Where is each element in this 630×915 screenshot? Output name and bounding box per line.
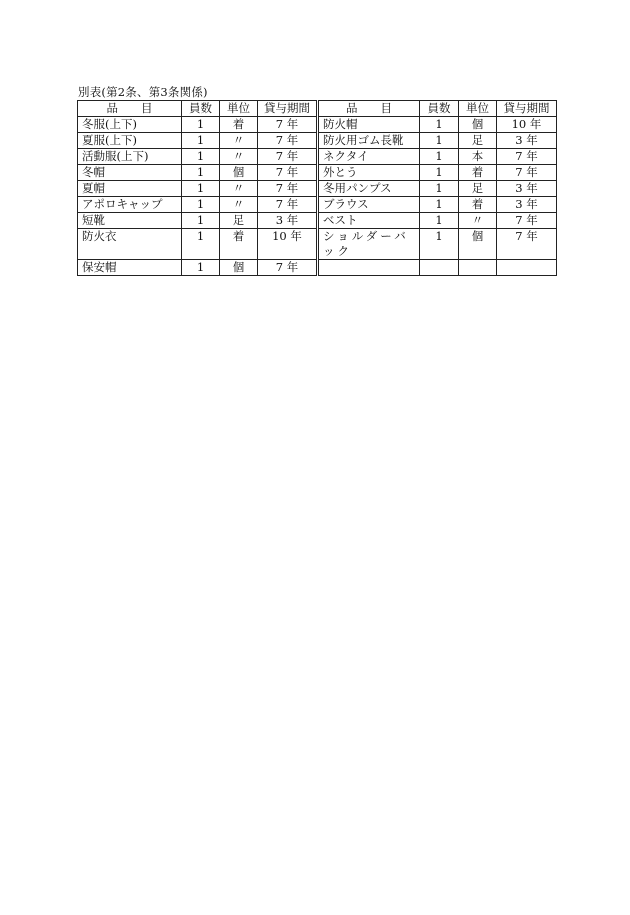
right-count-cell: 1 (420, 117, 459, 133)
left-count-cell: 1 (182, 117, 220, 133)
left-count-cell: 1 (182, 165, 220, 181)
left-count-cell: 1 (182, 181, 220, 197)
table-row (78, 117, 557, 133)
right-period-cell: 3 年 (497, 197, 557, 213)
left-period-cell: 7 年 (258, 165, 318, 181)
right-period-cell: 7 年 (497, 213, 557, 229)
right-count-cell: 1 (420, 133, 459, 149)
left-period-cell: 3 年 (258, 213, 318, 229)
right-unit-cell: 足 (459, 181, 497, 197)
left-unit-cell: 〃 (220, 181, 258, 197)
left-item-cell: 夏服(上下) (78, 133, 182, 149)
table-caption: 別表(第2条、第3条関係) (78, 85, 208, 99)
left-unit-cell: 着 (220, 117, 258, 133)
header-unit-right: 単位 (459, 101, 497, 117)
right-unit-cell: 本 (459, 149, 497, 165)
right-period-cell (497, 260, 557, 276)
right-unit-cell: 個 (459, 117, 497, 133)
right-item-cell: 冬用パンプス (318, 181, 420, 197)
left-unit-cell: 〃 (220, 149, 258, 165)
right-unit-cell (459, 260, 497, 276)
left-item-cell: アポロキャップ (78, 197, 182, 213)
left-count-cell: 1 (182, 133, 220, 149)
table-row (78, 197, 557, 213)
right-unit-cell: 個 (459, 229, 497, 260)
left-item-cell: 短靴 (78, 213, 182, 229)
left-item-cell: 保安帽 (78, 260, 182, 276)
right-unit-cell: 足 (459, 133, 497, 149)
right-period-cell: 7 年 (497, 149, 557, 165)
header-item-right: 品 目 (318, 101, 420, 117)
left-count-cell: 1 (182, 197, 220, 213)
right-item-cell (318, 260, 420, 276)
left-item-cell: 夏帽 (78, 181, 182, 197)
table-body (78, 117, 557, 276)
left-period-cell: 7 年 (258, 260, 318, 276)
right-period-cell: 7 年 (497, 229, 557, 260)
left-period-cell: 7 年 (258, 133, 318, 149)
left-count-cell: 1 (182, 213, 220, 229)
right-item-cell: ベスト (318, 213, 420, 229)
right-count-cell: 1 (420, 229, 459, 260)
header-period-right: 貸与期間 (497, 101, 557, 117)
left-unit-cell: 〃 (220, 197, 258, 213)
left-count-cell: 1 (182, 229, 220, 260)
left-item-cell: 冬帽 (78, 165, 182, 181)
right-unit-cell: 〃 (459, 213, 497, 229)
left-period-cell: 7 年 (258, 149, 318, 165)
left-unit-cell: 着 (220, 229, 258, 260)
header-count-left: 員数 (182, 101, 220, 117)
left-period-cell: 7 年 (258, 117, 318, 133)
right-period-cell: 7 年 (497, 165, 557, 181)
left-period-cell: 7 年 (258, 181, 318, 197)
left-item-cell: 活動服(上下) (78, 149, 182, 165)
table-row (78, 260, 557, 276)
left-item-cell: 冬服(上下) (78, 117, 182, 133)
right-unit-cell: 着 (459, 197, 497, 213)
right-item-cell: ブラウス (318, 197, 420, 213)
table-row (78, 213, 557, 229)
left-count-cell: 1 (182, 260, 220, 276)
table-row (78, 181, 557, 197)
header-count-right: 員数 (420, 101, 459, 117)
allotment-table (77, 100, 557, 276)
right-item-cell: 防火帽 (318, 117, 420, 133)
header-period-left: 貸与期間 (258, 101, 318, 117)
header-unit-left: 単位 (220, 101, 258, 117)
left-unit-cell: 〃 (220, 133, 258, 149)
right-count-cell (420, 260, 459, 276)
right-item-cell: 外とう (318, 165, 420, 181)
left-unit-cell: 個 (220, 165, 258, 181)
right-unit-cell: 着 (459, 165, 497, 181)
left-period-cell: 7 年 (258, 197, 318, 213)
header-row (78, 101, 557, 117)
table-row (78, 133, 557, 149)
table-row (78, 149, 557, 165)
right-count-cell: 1 (420, 165, 459, 181)
right-period-cell: 10 年 (497, 117, 557, 133)
left-unit-cell: 足 (220, 213, 258, 229)
left-period-cell: 10 年 (258, 229, 318, 260)
table-row (78, 229, 557, 260)
right-item-cell: ショルダーバック (318, 229, 420, 260)
left-unit-cell: 個 (220, 260, 258, 276)
right-count-cell: 1 (420, 181, 459, 197)
left-item-cell: 防火衣 (78, 229, 182, 260)
right-count-cell: 1 (420, 213, 459, 229)
left-count-cell: 1 (182, 149, 220, 165)
right-period-cell: 3 年 (497, 181, 557, 197)
right-period-cell: 3 年 (497, 133, 557, 149)
right-item-cell: ネクタイ (318, 149, 420, 165)
right-count-cell: 1 (420, 197, 459, 213)
right-count-cell: 1 (420, 149, 459, 165)
right-item-cell: 防火用ゴム長靴 (318, 133, 420, 149)
header-item-left: 品 目 (78, 101, 182, 117)
table-row (78, 165, 557, 181)
